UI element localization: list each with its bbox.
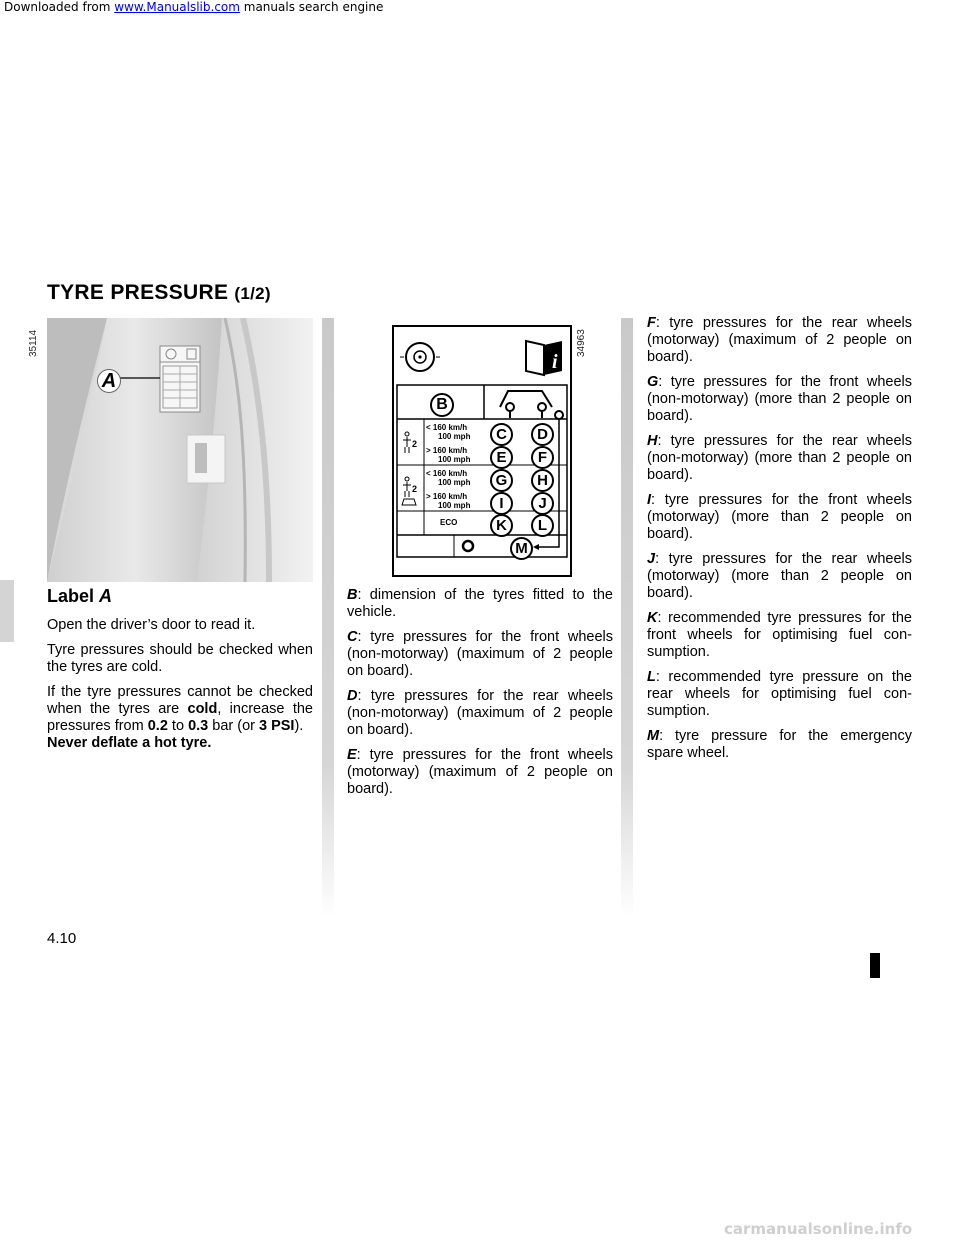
col3-item-h-text: : tyre pressures for the rear wheels (non-motorway) (more than 2 people on board). [647, 433, 912, 483]
label-row1-people: 2 [412, 439, 418, 449]
p3-bold-psi: 3 PSI [259, 718, 295, 734]
col3-item-g-text: : tyre pressures for the front wheels (non-motorway) (more than 2 people on board). [647, 374, 912, 424]
column-3-text [647, 315, 912, 770]
label-row1-op: < [426, 423, 431, 432]
col1-paragraph-3 [47, 684, 313, 752]
download-source-line [4, 0, 383, 14]
page-title-part: (1/2) [234, 284, 271, 303]
chapter-corner-mark [870, 953, 880, 978]
label-row2-op: > [426, 446, 431, 455]
label-letter-g: G [490, 469, 513, 492]
col3-item-f-text: : tyre pressures for the rear wheels (motorway) (maximum of 2 people on board). [647, 315, 912, 365]
col3-item-k-text: : recommended tyre pressures for the front wheels for optimising fuel consumption. [647, 610, 912, 660]
col3-item-g [647, 374, 912, 425]
label-row3-mph: 100 mph [438, 478, 471, 487]
label-row3-speed [426, 469, 481, 487]
label-row4-op: > [426, 492, 431, 501]
label-row1-mph: 100 mph [438, 432, 471, 441]
col2-item-c [347, 629, 613, 680]
p3-bold-cold: cold [187, 701, 218, 717]
door-pillar-photo [47, 318, 313, 582]
label-row4-mph: 100 mph [438, 501, 471, 510]
column-divider-right [621, 318, 633, 918]
col2-item-e-letter: E [347, 747, 357, 763]
col3-item-l-letter: L [647, 669, 656, 685]
col3-item-j [647, 551, 912, 602]
col2-item-d-letter: D [347, 688, 358, 704]
label-letter-i: I [490, 492, 513, 515]
label-row1-speed [426, 423, 481, 441]
label-letter-b: B [430, 393, 454, 417]
col3-item-f-letter: F [647, 315, 656, 331]
label-letter-e: E [490, 446, 513, 469]
col3-item-k [647, 610, 912, 661]
label-letter-k: K [490, 514, 513, 537]
p3-text-c: , increase the pressures from [47, 701, 313, 734]
col2-item-b-letter: B [347, 587, 358, 603]
col2-item-c-text: : tyre pressures for the front wheels (non-motorway) (maximum of 2 people on board). [347, 629, 613, 679]
label-a-heading-text: Label [47, 586, 100, 606]
label-letter-c: C [490, 423, 513, 446]
label-a-heading [47, 586, 112, 607]
col2-item-e-text: : tyre pressures for the front wheels (motorway) (maximum of 2 people on board). [347, 747, 613, 797]
manualslib-link[interactable]: www.Manualslib.com [114, 0, 240, 14]
photo-reference-number: 35114 [28, 329, 39, 357]
col2-item-d [347, 688, 613, 739]
label-letter-d: D [531, 423, 554, 446]
col1-paragraph-1: Open the driver’s door to read it. [47, 617, 256, 633]
watermark: carmanualsonline.info [724, 1220, 913, 1238]
page-title-main: TYRE PRESSURE [47, 281, 235, 304]
p3-text-a: If the tyre pressures cannot be checked when the tyres are [47, 684, 313, 717]
col3-item-m-text: : tyre pressure for the emergency spare wheel. [647, 728, 912, 761]
source-suffix: manuals search engine [239, 0, 384, 14]
col2-item-c-letter: C [347, 629, 358, 645]
label-row2-mph: 100 mph [438, 455, 471, 464]
col3-item-k-letter: K [647, 610, 658, 626]
col3-item-i-letter: I [647, 492, 652, 508]
col3-item-g-letter: G [647, 374, 659, 390]
door-pillar-illustration [47, 318, 313, 582]
col2-item-d-text: : tyre pressures for the rear wheels (non-motorway) (maximum of 2 people on board). [347, 688, 613, 738]
p3-text-i: ). [294, 718, 304, 734]
svg-text:i: i [552, 351, 558, 373]
col3-item-f [647, 315, 912, 366]
column-2-text [347, 587, 613, 806]
label-row4-speed [426, 492, 481, 510]
label-letter-j: J [531, 492, 554, 515]
label-a-heading-letter: A [99, 586, 113, 606]
chapter-side-tab [0, 580, 14, 642]
callout-a: A [97, 369, 121, 393]
label-letter-m: M [510, 537, 533, 560]
col3-item-j-letter: J [647, 551, 656, 567]
col3-item-l [647, 669, 912, 720]
page-title [47, 281, 271, 305]
col3-item-h [647, 433, 912, 484]
p3-bold-min: 0.2 [147, 718, 168, 734]
p3-text-e: to [167, 718, 189, 734]
column-divider-left [322, 318, 334, 918]
source-prefix: Downloaded from [4, 0, 115, 14]
label-row4-kmh: 160 km/h [432, 492, 468, 501]
p3-bold-max: 0.3 [188, 718, 209, 734]
label-row3-kmh: 160 km/h [432, 469, 468, 478]
label-letter-f: F [531, 446, 554, 469]
label-eco: ECO [440, 518, 458, 527]
warning-never-deflate: Never deflate a hot tyre. [47, 735, 212, 751]
label-row2-kmh: 160 km/h [432, 446, 468, 455]
col3-item-l-text: : recommended tyre pressure on the rear wheels for optimising fuel consumption. [647, 669, 912, 719]
col3-item-m [647, 728, 912, 762]
col1-paragraph-2: Tyre pressures should be checked when the tyres are cold. [47, 642, 313, 675]
col3-item-h-letter: H [647, 433, 658, 449]
label-reference-number: 34963 [576, 329, 587, 357]
label-row3-op: < [426, 469, 431, 478]
col3-item-j-text: : tyre pressures for the rear wheels (motorway) (more than 2 people on board). [647, 551, 912, 601]
page-number: 4.10 [47, 930, 77, 947]
p3-text-g: bar (or [208, 718, 259, 734]
col2-item-b-text: : dimension of the tyres fitted to the vehicle. [347, 587, 613, 620]
col2-item-b [347, 587, 613, 621]
label-letter-l: L [531, 514, 554, 537]
col3-item-i-text: : tyre pressures for the front wheels (motorway) (more than 2 people on board). [647, 492, 912, 542]
label-row3-people: 2 [412, 484, 418, 494]
label-row2-speed [426, 446, 481, 464]
label-row1-kmh: 160 km/h [432, 423, 468, 432]
label-letter-h: H [531, 469, 554, 492]
tyre-pressure-label-figure [392, 325, 572, 577]
col3-item-i [647, 492, 912, 543]
column-1-text [47, 617, 313, 760]
col3-item-m-letter: M [647, 728, 660, 744]
col2-item-e [347, 747, 613, 798]
